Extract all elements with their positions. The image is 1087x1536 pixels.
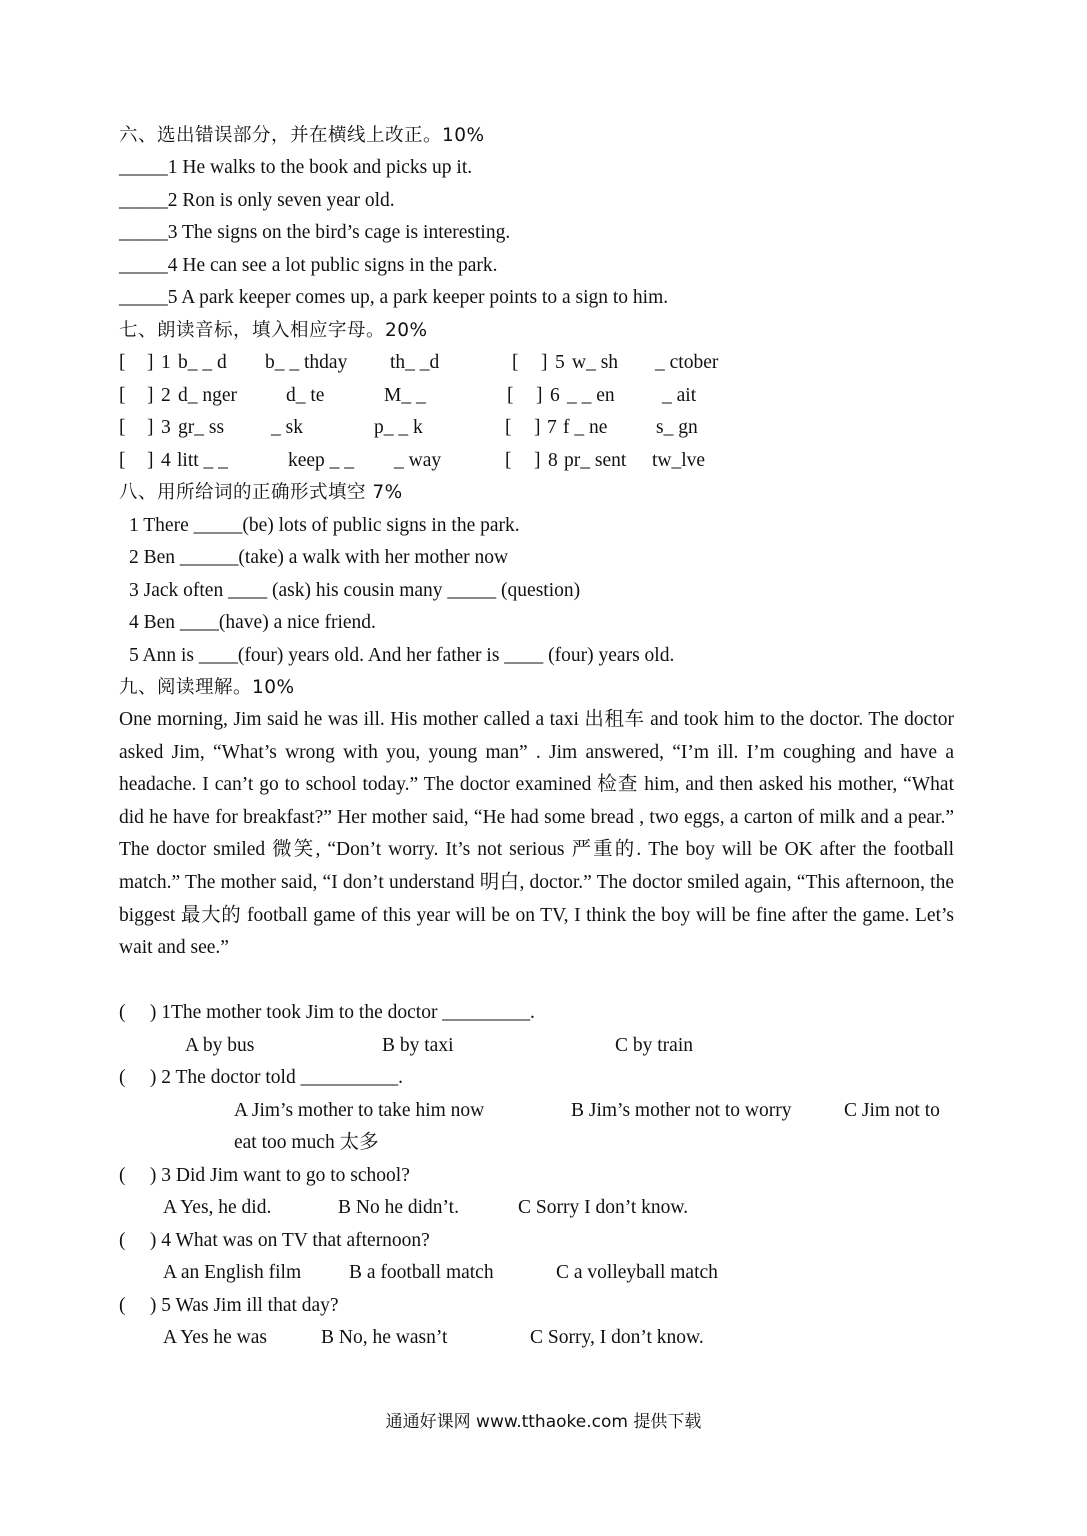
s8-item-4: 4 Ben ____(have) a nice friend. [129, 612, 376, 633]
bracket-left: [ [119, 450, 126, 471]
option-c-continued: eat too much 太多 [234, 1132, 379, 1153]
row-number: 7 [547, 417, 557, 438]
word-1: gr_ ss [178, 417, 225, 438]
bracket-right: ] [534, 417, 541, 438]
word-1: d_ nger [178, 385, 238, 406]
question-text: ( ) 3 Did Jim want to go to school? [119, 1165, 410, 1186]
word-1: b_ _ d [178, 352, 227, 373]
word-4: f _ ne [563, 417, 608, 438]
s8-item-3: 3 Jack often ____ (ask) his cousin many _____ (question) [129, 580, 581, 601]
word-2: _ sk [271, 417, 303, 438]
word-3: p_ _ k [374, 417, 423, 438]
word-3: M_ _ [384, 385, 426, 406]
s8-item-5: 5 Ann is ____(four) years old. And her father is ____ (four) years old. [129, 645, 675, 666]
option-a: A Jim’s mother to take him now [234, 1100, 485, 1121]
bracket-left: [ [119, 417, 126, 438]
word-5: s_ gn [656, 417, 698, 438]
row-number: 5 [555, 352, 565, 373]
option-a: A Yes he was [163, 1327, 268, 1348]
bracket-left: [ [512, 352, 519, 373]
s6-item-4: _____4 He can see a lot public signs in the park. [119, 255, 498, 276]
option-b: B No, he wasn’t [321, 1327, 448, 1348]
bracket-left: [ [505, 417, 512, 438]
bracket-right: ] [147, 385, 154, 406]
question-text: ( ) 4 What was on TV that afternoon? [119, 1230, 430, 1251]
word-3: _ way [394, 450, 442, 471]
bracket-right: ] [536, 385, 543, 406]
row-number: 2 [161, 385, 171, 406]
question-text: ( ) 2 The doctor told __________. [119, 1067, 403, 1088]
option-a: A an English film [163, 1262, 302, 1283]
bracket-right: ] [147, 417, 154, 438]
bracket-left: [ [119, 385, 126, 406]
word-3: th_ _d [390, 352, 440, 373]
s8-item-2: 2 Ben ______(take) a walk with her mother now [129, 547, 509, 568]
bracket-right: ] [541, 352, 548, 373]
option-b: B by taxi [382, 1035, 454, 1056]
word-4: _ _ en [567, 385, 615, 406]
word-1: litt _ _ [177, 450, 228, 471]
word-2: b_ _ thday [265, 352, 348, 373]
s6-item-1: _____1 He walks to the book and picks up it. [119, 157, 473, 178]
option-a: A Yes, he did. [163, 1197, 272, 1218]
option-c: C a volleyball match [556, 1262, 718, 1283]
option-a: A by bus [185, 1035, 255, 1056]
question-text: ( ) 5 Was Jim ill that day? [119, 1295, 339, 1316]
word-5: _ ait [662, 385, 697, 406]
bracket-left: [ [507, 385, 514, 406]
option-c: C Sorry, I don’t know. [530, 1327, 704, 1348]
bracket-left: [ [505, 450, 512, 471]
s6-item-5: _____5 A park keeper comes up, a park keeper points to a sign to him. [119, 287, 669, 308]
bracket-right: ] [147, 450, 154, 471]
s6-item-3: _____3 The signs on the bird’s cage is interesting. [119, 222, 511, 243]
row-number: 6 [550, 385, 560, 406]
option-c: C Jim not to [844, 1100, 940, 1121]
section-6-title: 六、选出错误部分，并在横线上改正。10% [119, 125, 485, 146]
section-7-title: 七、朗读音标，填入相应字母。20% [119, 320, 428, 341]
footer-download-note: 通通好课网 www.tthaoke.com 提供下载 [385, 1412, 702, 1432]
word-4: pr_ sent [564, 450, 627, 471]
option-b: B No he didn’t. [338, 1197, 459, 1218]
reading-passage: One morning, Jim said he was ill. His mother called a taxi 出租车 and took him to the doctor. The doctor asked Jim, “What’s wrong with you, young man” . Jim answered, “I’m ill. I’m coughing and have a headache. I can’t go to school today.” The doctor examined 检查 him, and then asked his mother, “What did he have for breakfast?” Her mother said, “He had some bread , two eggs, a carton of milk and a pear.” The doctor smiled 微笑, “Don’t worry. It’s not serious 严重的. The boy will be OK after the football match.” The mother said, “I don’t understand 明白, doctor.” The doctor smiled again, “This afternoon, the biggest 最大的 football game of this year will be on TV, I think the boy will be fine after the game. Let’s wait and see.” [119, 709, 954, 959]
bracket-right: ] [534, 450, 541, 471]
option-c: C Sorry I don’t know. [518, 1197, 689, 1218]
row-number: 3 [161, 417, 171, 438]
word-2: d_ te [286, 385, 325, 406]
option-b: B a football match [349, 1262, 494, 1283]
section-8-title: 八、用所给词的正确形式填空 7% [119, 482, 403, 503]
bracket-right: ] [147, 352, 154, 373]
row-number: 8 [548, 450, 558, 471]
s8-item-1: 1 There _____(be) lots of public signs in the park. [129, 515, 520, 536]
option-c: C by train [615, 1035, 693, 1056]
word-2: keep _ _ [288, 450, 355, 471]
row-number: 1 [161, 352, 171, 373]
question-text: ( ) 1The mother took Jim to the doctor _________. [119, 1002, 535, 1023]
word-4: w_ sh [572, 352, 619, 373]
section-9-title: 九、阅读理解。10% [119, 677, 295, 698]
word-5: tw_lve [652, 450, 706, 471]
s6-item-2: _____2 Ron is only seven year old. [119, 190, 395, 211]
row-number: 4 [161, 450, 171, 471]
word-5: _ ctober [655, 352, 719, 373]
bracket-left: [ [119, 352, 126, 373]
option-b: B Jim’s mother not to worry [571, 1100, 792, 1121]
